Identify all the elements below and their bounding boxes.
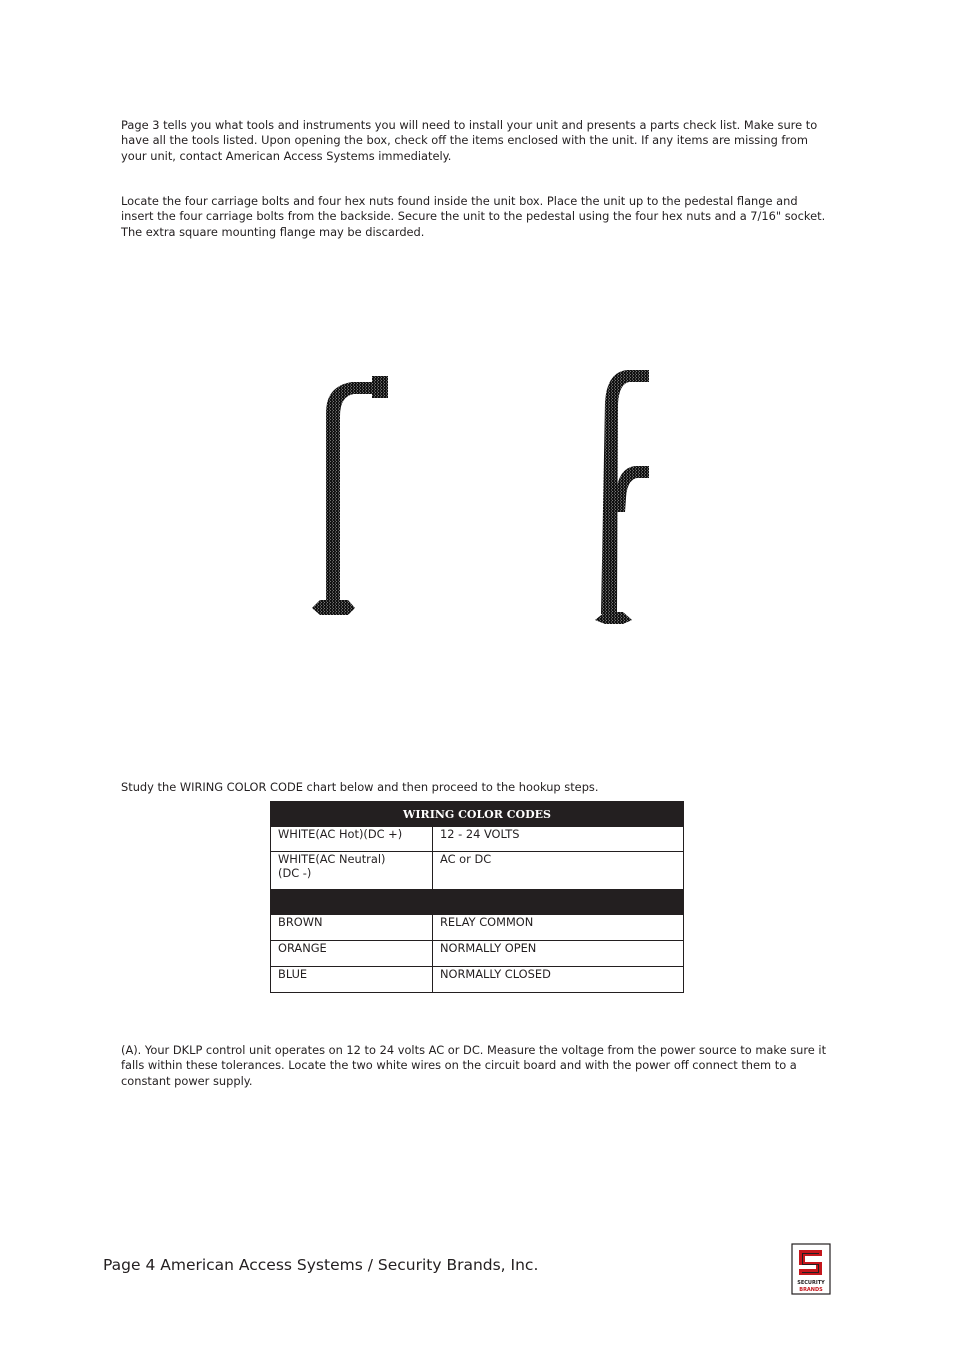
wiring-color-codes-table [270, 801, 684, 993]
table-row [271, 827, 684, 852]
wire-function-cell: AC or DC [433, 852, 684, 890]
table-divider-row [271, 890, 684, 915]
wire-function-cell: 12 - 24 VOLTS [433, 827, 684, 852]
wire-color-cell: BROWN [271, 915, 433, 941]
dual-gooseneck-pedestal-icon [585, 362, 660, 627]
wire-function-cell: RELAY COMMON [433, 915, 684, 941]
power-step-paragraph: (A). Your DKLP control unit operates on 12 to 24 volts AC or DC. Measure the voltage from the power source to make sure it falls within these tolerances. Locate the two white wires on the circuit board and with the power off connect them to a constant power supply. [121, 1043, 827, 1088]
table-row [271, 852, 684, 890]
wire-color-cell: ORANGE [271, 941, 433, 967]
logo-text-brands: BRANDS [799, 1287, 823, 1293]
study-chart-instruction: Study the WIRING COLOR CODE chart below and then proceed to the hookup steps. [121, 780, 599, 794]
logo-text-security: SECURITY [797, 1280, 825, 1286]
page-footer: Page 4 American Access Systems / Security Brands, Inc. [103, 1256, 539, 1274]
table-row [271, 967, 684, 993]
table-title: WIRING COLOR CODES [271, 802, 684, 827]
table-row [271, 941, 684, 967]
wire-function-cell: NORMALLY CLOSED [433, 967, 684, 993]
gooseneck-pedestal-icon [300, 368, 400, 623]
wire-color-cell: WHITE(AC Hot)(DC +) [271, 827, 433, 852]
security-brands-logo-icon [791, 1243, 831, 1295]
intro-paragraph: Page 3 tells you what tools and instruments you will need to install your unit and presents a parts check list. Make sure to have all the tools listed. Upon opening the box, check off the items enclosed with the unit. If any items are missing from your unit, contact American Access Systems immediately. [121, 118, 818, 163]
divider-cell [271, 890, 684, 915]
wire-function-cell: NORMALLY OPEN [433, 941, 684, 967]
wire-color-cell: BLUE [271, 967, 433, 993]
wire-color-cell: WHITE(AC Neutral) (DC -) [271, 852, 433, 890]
mounting-paragraph: Locate the four carriage bolts and four hex nuts found inside the unit box. Place the unit up to the pedestal flange and insert the four carriage bolts from the backside. Secure the unit to the pedestal using the four hex nuts and a 7/16" socket. The extra square mounting flange may be discarded. [121, 194, 826, 239]
table-row [271, 915, 684, 941]
